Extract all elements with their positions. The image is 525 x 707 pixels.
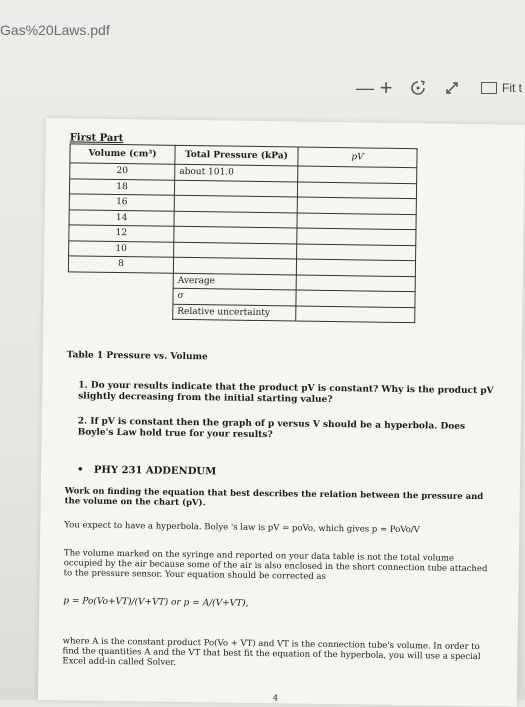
corrected-equation: p = Po(Vo+VT)/(V+VT) or p = A/(V+VT), [63, 596, 249, 609]
page-number: 4 [272, 693, 279, 703]
table-cell [173, 257, 296, 274]
table-cell [297, 228, 416, 245]
addendum-heading [77, 464, 216, 477]
table-cell: 10 [69, 240, 174, 257]
table-cell [296, 306, 415, 323]
table-cell: 20 [70, 163, 175, 180]
where-paragraph: where A is the constant product Po(Vo + VT) and VT is the connection tube's volume. In order to find the quantities A and the VT that best fit the equation of the hyperbola, you will use a special Excel add-in called Solver. [62, 636, 481, 668]
expect-paragraph: You expect to have a hyperbola. Bolye 's law is pV = poVo, which gives p = PoVo/V [64, 520, 420, 536]
table-cell [296, 275, 415, 292]
volume-paragraph: The volume marked on the syringe and reported on your data table is not the total volume occupied by the air because some of the air is also enclosed in the short connection tube attached to the pressure sensor. Your equation should be corrected as [63, 548, 488, 582]
table-cell [296, 290, 415, 307]
fit-label: Fit t [502, 81, 522, 95]
table-cell [297, 197, 416, 214]
table-cell [297, 182, 416, 199]
table-header: pV [298, 147, 417, 168]
table-cell [174, 242, 297, 259]
table-cell: 16 [69, 194, 174, 211]
summary-label: Average [173, 273, 296, 290]
table-cell: 18 [69, 178, 174, 195]
question-1: 1. Do your results indicate that the product pV is constant? Why is the product pV slightly decreasing from the initial starting value? [78, 380, 494, 406]
work-heading: Work on finding the equation that best describes the relation between the pressure and the volume on the chart (pV). [64, 486, 484, 509]
summary-label: Relative uncertainty [173, 304, 296, 321]
viewer-toolbar [0, 74, 525, 104]
table-cell: 8 [68, 256, 173, 273]
table-header: Volume (cm³) [70, 144, 175, 164]
table-cell [298, 166, 417, 183]
table-cell: about 101.0 [175, 164, 298, 181]
fit-to-page-button[interactable] [481, 74, 525, 102]
zoom-in-button[interactable]: + [379, 75, 393, 100]
zoom-out-button[interactable]: — [356, 77, 374, 98]
table-cell [174, 211, 297, 228]
expand-icon [444, 80, 460, 96]
fullscreen-button[interactable] [440, 74, 464, 102]
table-cell: 12 [69, 225, 174, 242]
table-cell [296, 259, 415, 276]
table-cell: 14 [69, 209, 174, 226]
question-2: 2. If pV is constant then the graph of p versus V should be a hyperbola. Does Boyle's Law hold true for your results? [77, 416, 466, 441]
rotate-icon [410, 80, 426, 96]
table-cell [297, 244, 416, 261]
table-caption: Table 1 Pressure vs. Volume [66, 350, 208, 363]
fit-width-icon [481, 82, 497, 94]
file-name: Gas%20Laws.pdf [0, 22, 110, 38]
table-cell [297, 213, 416, 230]
rotate-button[interactable] [406, 74, 430, 102]
bullet-icon: • [77, 464, 95, 476]
part-title: First Part [69, 132, 124, 145]
summary-label: σ [173, 288, 296, 305]
table-cell [174, 226, 297, 243]
pressure-volume-table [67, 143, 417, 323]
table-cell [174, 195, 297, 212]
pdf-page [38, 118, 525, 707]
table-header: Total Pressure (kPa) [175, 145, 298, 166]
addendum-title: PHY 231 ADDENDUM [93, 464, 217, 478]
table-cell [174, 180, 297, 197]
